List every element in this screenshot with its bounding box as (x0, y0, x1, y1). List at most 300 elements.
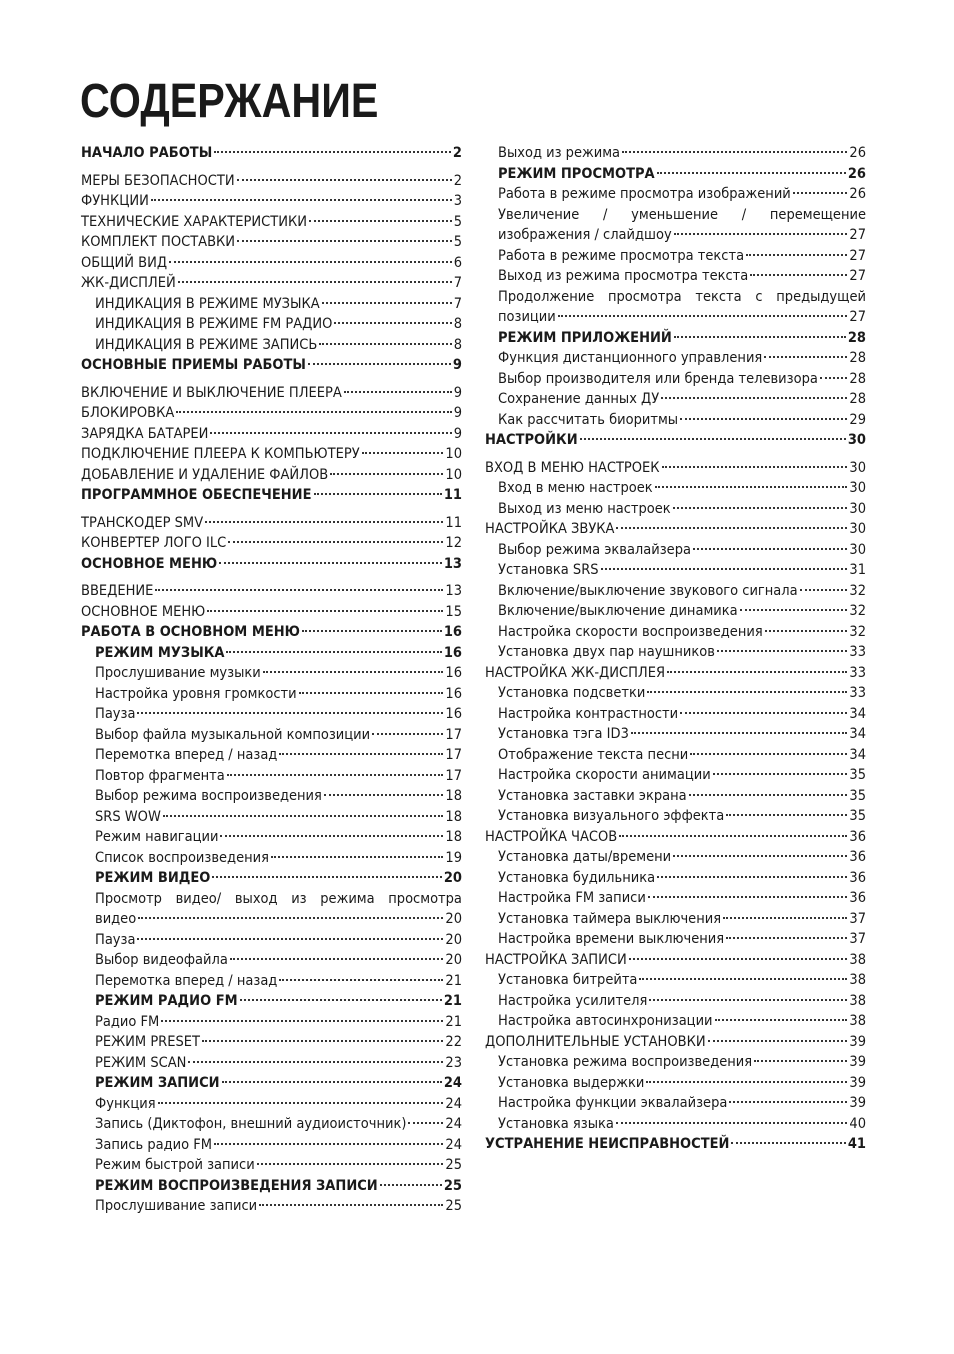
toc-entry-title: РЕЖИМ РАДИО FM (95, 993, 238, 1009)
toc-entry-title: ТЕХНИЧЕСКИЕ ХАРАКТЕРИСТИКИ (81, 213, 307, 230)
toc-dot-leader (680, 712, 847, 714)
toc-entry-title: Перемотка вперед / назад (95, 972, 278, 989)
toc-entry (485, 1011, 866, 1032)
toc-entry-title: Включение/выключение динамика (498, 603, 738, 619)
toc-entry (81, 827, 462, 848)
toc-dot-leader (648, 896, 848, 898)
toc-entry (485, 1114, 866, 1135)
toc-entry-title: Режим навигации (95, 829, 219, 845)
toc-dot-leader (226, 651, 441, 653)
toc-page-number: 36 (849, 869, 866, 886)
toc-entry (81, 663, 462, 684)
toc-entry-title: Установка тэга ID3 (498, 726, 629, 742)
toc-entry-title: РЕЖИМ МУЗЫКА (95, 644, 225, 661)
toc-page-number: 20 (445, 911, 462, 927)
toc-page-number: 3 (453, 193, 462, 209)
toc-entry (485, 410, 866, 431)
toc-entry (485, 765, 866, 786)
toc-entry (81, 191, 462, 212)
toc-page-number: 13 (443, 555, 462, 572)
toc-page-number: 9 (453, 425, 462, 442)
toc-dot-leader (740, 609, 848, 611)
toc-dot-leader (673, 855, 847, 857)
toc-page-number: 29 (849, 411, 866, 428)
toc-dot-leader (372, 733, 443, 735)
toc-entry-title: Отображение текста песни (498, 746, 689, 763)
toc-entry (81, 294, 462, 315)
toc-page-number: 7 (453, 295, 462, 312)
toc-entry-title: НАСТРОЙКА ЧАСОВ (485, 828, 618, 845)
toc-dot-leader (713, 773, 848, 775)
toc-entry (81, 232, 462, 253)
toc-dot-leader (237, 179, 452, 181)
toc-page-number: 27 (849, 247, 866, 264)
toc-entry-title: Установка подсветки (498, 685, 646, 701)
toc-entry (81, 868, 462, 889)
toc-entry-title: КОМПЛЕКТ ПОСТАВКИ (81, 234, 236, 250)
toc-page-number: 20 (445, 952, 462, 968)
toc-entry (81, 314, 462, 335)
toc-entry (81, 971, 462, 992)
toc-page-number: 38 (849, 992, 866, 1009)
toc-entry (485, 1093, 866, 1114)
toc-entry-title: ИНДИКАЦИЯ В РЕЖИМЕ МУЗЫКА (95, 295, 320, 312)
toc-page-number: 37 (849, 931, 866, 947)
toc-entry (81, 1135, 462, 1156)
toc-entry-title: Установка заставки экрана (498, 787, 687, 804)
toc-entry (485, 246, 866, 267)
toc-entry-title: Функция (95, 1095, 156, 1112)
toc-entry-title: Выход из меню настроек (498, 500, 671, 517)
toc-dot-leader (726, 937, 847, 939)
toc-entry-title: изображения / слайдшоу (498, 227, 672, 243)
toc-entry (81, 1053, 462, 1074)
toc-page-number: 30 (849, 521, 866, 537)
toc-entry-title: Выбор режима воспроизведения (95, 788, 322, 804)
toc-page-number: 35 (849, 787, 866, 804)
toc-entry-title: НАСТРОЙКА ЗВУКА (485, 521, 615, 537)
toc-dot-leader (230, 958, 444, 960)
toc-page-number: 34 (849, 726, 866, 742)
toc-entry-title: Настройка времени выключения (498, 931, 725, 947)
toc-page-number: 25 (443, 1177, 462, 1194)
toc-page-number: 33 (849, 644, 866, 660)
toc-dot-leader (205, 521, 443, 523)
toc-page-number: 18 (445, 808, 462, 825)
toc-entry-title: РЕЖИМ PRESET (95, 1034, 200, 1050)
toc-page-number: 18 (445, 788, 462, 804)
toc-dot-leader (408, 1122, 443, 1124)
toc-entry-title: Настройка автосинхронизации (498, 1013, 713, 1029)
toc-entry (485, 1052, 866, 1073)
toc-dot-leader (207, 610, 443, 612)
toc-entry-title: МЕРЫ БЕЗОПАСНОСТИ (81, 172, 235, 189)
toc-page-number: 40 (849, 1115, 866, 1132)
toc-dot-leader (314, 493, 442, 495)
toc-dot-leader (631, 732, 848, 734)
toc-entry (485, 704, 866, 725)
toc-entry-title: РЕЖИМ ПРИЛОЖЕНИЙ (498, 329, 672, 346)
toc-dot-leader (800, 589, 848, 591)
toc-entry (485, 745, 866, 766)
toc-dot-leader (649, 999, 847, 1001)
toc-entry-title: Просмотр видео/ выход из режима просмотра (95, 890, 462, 907)
toc-entry-title: ОБЩИЙ ВИД (81, 254, 168, 271)
toc-dot-leader (601, 568, 848, 570)
toc-entry (485, 683, 866, 704)
toc-dot-leader (723, 917, 847, 919)
toc-entry (485, 1073, 866, 1094)
toc-entry (485, 929, 866, 950)
toc-dot-leader (765, 630, 848, 632)
toc-entry (485, 991, 866, 1012)
toc-entry (81, 212, 462, 233)
toc-entry (485, 724, 866, 745)
toc-dot-leader (138, 917, 443, 919)
toc-page-number: 17 (445, 726, 462, 743)
toc-dot-leader (237, 240, 452, 242)
toc-page-number: 27 (849, 268, 866, 284)
toc-dot-leader (322, 302, 452, 304)
toc-dot-leader (380, 1184, 442, 1186)
toc-entry-title: Установка таймера выключения (498, 910, 722, 927)
toc-entry (485, 519, 866, 540)
toc-entry (81, 848, 462, 869)
toc-entry-title: Установка даты/времени (498, 849, 672, 865)
toc-page-number: 17 (445, 747, 462, 763)
toc-dot-leader (257, 1163, 444, 1165)
toc-entry (81, 554, 462, 575)
toc-entry (485, 786, 866, 807)
toc-entry-title: ОСНОВНОЕ МЕНЮ (81, 603, 206, 620)
toc-page-number: 16 (443, 644, 462, 661)
toc-entry (485, 164, 866, 185)
toc-dot-leader (619, 835, 847, 837)
toc-dot-leader (661, 397, 847, 399)
toc-dot-leader (163, 815, 444, 817)
toc-entry-title: ПОДКЛЮЧЕНИЕ ПЛЕЕРА К КОМПЬЮТЕРУ (81, 446, 360, 462)
toc-dot-leader (729, 1101, 847, 1103)
toc-entry (81, 991, 462, 1012)
toc-entry-title: Настройка усилителя (498, 992, 648, 1009)
toc-page-number: 41 (847, 1136, 866, 1152)
toc-dot-leader (647, 691, 847, 693)
toc-entry-title: Установка языка (498, 1115, 614, 1132)
toc-entry (485, 560, 866, 581)
toc-entry-title: ОСНОВНОЕ МЕНЮ (81, 555, 218, 572)
toc-entry (81, 602, 462, 623)
toc-entry-title: НАЧАЛО РАБОТЫ (81, 145, 213, 161)
toc-entry-title: Сохранение данных ДУ (498, 391, 660, 407)
toc-entry-title: ЗАРЯДКА БАТАРЕИ (81, 425, 209, 442)
toc-entry (81, 253, 462, 274)
toc-entry-title: Продолжение просмотра текста с предыдущей (498, 288, 866, 305)
toc-dot-leader (793, 192, 848, 194)
toc-dot-leader (302, 630, 442, 632)
toc-page-number: 9 (453, 405, 462, 421)
toc-page-number: 28 (847, 329, 866, 346)
toc-page-number: 30 (847, 432, 866, 448)
toc-page-number: 24 (445, 1116, 462, 1132)
toc-entry (485, 601, 866, 622)
toc-entry-title: ДОБАВЛЕНИЕ И УДАЛЕНИЕ ФАЙЛОВ (81, 466, 329, 483)
toc-entry (485, 950, 866, 971)
toc-entry (485, 827, 866, 848)
toc-page-number: 30 (849, 541, 866, 558)
toc-entry-title: позиции (498, 309, 556, 325)
toc-page-number: 39 (849, 1095, 866, 1111)
toc-entry (81, 1196, 462, 1217)
toc-entry (81, 403, 462, 424)
toc-dot-leader (222, 1081, 442, 1083)
toc-page-number: 24 (445, 1095, 462, 1112)
toc-entry-title: Как рассчитать биоритмы (498, 411, 679, 428)
toc-dot-leader (220, 835, 443, 837)
toc-dot-leader (324, 794, 444, 796)
toc-entry (81, 485, 462, 506)
toc-page-number: 28 (849, 391, 866, 407)
toc-entry-title: SRS WOW (95, 808, 161, 825)
toc-dot-leader (259, 1204, 443, 1206)
toc-entry-title: ОСНОВНЫЕ ПРИЕМЫ РАБОТЫ (81, 357, 306, 373)
toc-dot-leader (616, 1122, 848, 1124)
toc-dot-leader (764, 356, 847, 358)
toc-entry-title: Настройка уровня громкости (95, 685, 297, 702)
toc-entry-title: Установка выдержки (498, 1074, 645, 1091)
toc-entry (81, 786, 462, 807)
toc-page-number: 36 (849, 890, 866, 906)
toc-entry (485, 389, 866, 410)
toc-dot-leader (689, 794, 848, 796)
toc-entry-title: РЕЖИМ SCAN (95, 1054, 187, 1071)
toc-entry (81, 1114, 462, 1135)
toc-entry-title: Выбор режима эквалайзера (498, 541, 691, 558)
toc-entry-title: НАСТРОЙКА ЖК-ДИСПЛЕЯ (485, 664, 666, 681)
toc-entry-title: Установка SRS (498, 562, 599, 578)
toc-entry (81, 444, 462, 465)
toc-dot-leader (655, 486, 848, 488)
toc-dot-leader (210, 432, 451, 434)
toc-page-number: 9 (452, 357, 462, 373)
toc-dot-leader (820, 377, 848, 379)
toc-entry (81, 465, 462, 486)
toc-entry-title: РАБОТА В ОСНОВНОМ МЕНЮ (81, 624, 300, 640)
toc-entry-title: ДОПОЛНИТЕЛЬНЫЕ УСТАНОВКИ (485, 1033, 706, 1050)
toc-entry-title: РЕЖИМ ВОСПРОИЗВЕДЕНИЯ ЗАПИСИ (95, 1177, 378, 1194)
toc-entry (485, 287, 866, 308)
toc-page-number: 9 (453, 384, 462, 401)
toc-entry-title: НАСТРОЙКИ (485, 432, 578, 448)
toc-entry (485, 205, 866, 226)
toc-page-number: 17 (445, 767, 462, 784)
toc-entry-title: Выбор видеофайла (95, 952, 228, 968)
toc-page-number: 28 (849, 350, 866, 366)
toc-entry (485, 328, 866, 349)
toc-page-number: 2 (452, 145, 462, 161)
toc-page-number: 23 (445, 1054, 462, 1071)
toc-dot-leader (137, 938, 443, 940)
toc-entry-title: ПРОГРАММНОЕ ОБЕСПЕЧЕНИЕ (81, 487, 312, 503)
toc-page-number: 30 (849, 500, 866, 517)
toc-page-number: 26 (847, 165, 866, 182)
toc-entry (485, 581, 866, 602)
toc-dot-leader (715, 1019, 848, 1021)
toc-page-number: 34 (849, 705, 866, 722)
toc-entry (485, 499, 866, 520)
toc-page-number: 18 (445, 829, 462, 845)
toc-dot-leader (616, 527, 847, 529)
toc-dot-leader (178, 281, 452, 283)
toc-entry-title: Выход из режима (498, 145, 621, 161)
toc-entry-title: Настройка контрастности (498, 705, 679, 722)
toc-entry (81, 643, 462, 664)
toc-page-number: 25 (445, 1198, 462, 1214)
toc-entry-title: Работа в режиме просмотра изображений (498, 186, 791, 202)
toc-page-number: 38 (849, 1013, 866, 1029)
toc-page-number: 11 (445, 514, 462, 531)
toc-page-number: 27 (849, 227, 866, 243)
toc-page-number: 21 (443, 993, 462, 1009)
toc-page-number: 21 (445, 1013, 462, 1030)
toc-page-number: 39 (849, 1033, 866, 1050)
toc-dot-leader (629, 958, 848, 960)
toc-page-number: 5 (453, 234, 462, 250)
toc-page-number: 6 (453, 254, 462, 271)
toc-entry (81, 383, 462, 404)
toc-entry (81, 1073, 462, 1094)
toc-entry (485, 1032, 866, 1053)
toc-dot-leader (558, 315, 848, 317)
toc-dot-leader (690, 753, 847, 755)
toc-entry-title: Запись (Диктофон, внешний аудиоисточник) (95, 1116, 407, 1132)
toc-dot-leader (746, 254, 847, 256)
toc-entry (81, 909, 462, 930)
toc-entry (485, 847, 866, 868)
toc-entry-title: КОНВЕРТЕР ЛОГО ILC (81, 535, 227, 551)
toc-page-number: 31 (849, 562, 866, 578)
toc-entry-title: Установка режима воспроизведения (498, 1054, 753, 1070)
toc-entry (485, 458, 866, 479)
toc-page-number: 20 (443, 870, 462, 886)
toc-entry-title: Установка битрейта (498, 972, 638, 988)
toc-dot-leader (674, 336, 846, 338)
toc-page-number: 8 (453, 336, 462, 353)
toc-entry (81, 1032, 462, 1053)
toc-page-number: 10 (445, 446, 462, 462)
toc-entry-title: ЖК-ДИСПЛЕЙ (81, 275, 176, 291)
toc-page-number: 16 (445, 665, 462, 681)
toc-dot-leader (309, 220, 452, 222)
toc-entry (81, 745, 462, 766)
toc-entry-title: Выбор файла музыкальной композиции (95, 726, 371, 743)
toc-entry-title: Список воспроизведения (95, 849, 269, 866)
toc-page-number: 38 (849, 951, 866, 968)
toc-entry-title: Настройка функции эквалайзера (498, 1095, 728, 1111)
toc-entry-title: Выход из режима просмотра текста (498, 268, 749, 284)
toc-page-number: 28 (849, 370, 866, 387)
toc-dot-leader (639, 978, 847, 980)
toc-entry-title: Выбор производителя или бренда телевизора (498, 370, 818, 387)
toc-page-number: 39 (849, 1054, 866, 1070)
toc-entry-title: Режим быстрой записи (95, 1157, 255, 1173)
toc-entry (485, 622, 866, 643)
toc-dot-leader (308, 363, 451, 365)
toc-entry (485, 266, 866, 287)
toc-entry (81, 533, 462, 554)
toc-entry (81, 704, 462, 725)
toc-entry-title: Работа в режиме просмотра текста (498, 247, 745, 264)
toc-page-number: 24 (445, 1136, 462, 1153)
toc-dot-leader (580, 438, 846, 440)
toc-entry-title: Радио FM (95, 1013, 160, 1030)
toc-entry (81, 725, 462, 746)
toc-entry-title: ВВЕДЕНИЕ (81, 583, 154, 599)
toc-page-number: 36 (849, 828, 866, 845)
toc-page-number: 16 (445, 706, 462, 722)
page-title: СОДЕРЖАНИЕ (80, 75, 379, 128)
toc-page-number: 11 (443, 487, 462, 503)
toc-entry (81, 424, 462, 445)
toc-page-number: 36 (849, 849, 866, 865)
toc-entry-title: РЕЖИМ ПРОСМОТРА (498, 165, 655, 182)
toc-entry (81, 143, 462, 164)
toc-page-number: 35 (849, 808, 866, 824)
toc-page-number: 32 (849, 603, 866, 619)
toc-page-number: 26 (849, 186, 866, 202)
toc-dot-leader (279, 979, 443, 981)
toc-entry (81, 622, 462, 643)
toc-page-number: 26 (849, 145, 866, 161)
toc-dot-leader (330, 473, 443, 475)
toc-page-number: 34 (849, 746, 866, 763)
toc-dot-leader (188, 1061, 443, 1063)
toc-dot-leader (214, 1143, 443, 1145)
toc-entry-title: Запись радио FM (95, 1136, 213, 1153)
toc-entry (81, 807, 462, 828)
toc-entry-title: НАСТРОЙКА ЗАПИСИ (485, 951, 627, 968)
toc-dot-leader (219, 562, 442, 564)
toc-page-number: 24 (443, 1075, 462, 1091)
toc-dot-leader (271, 856, 443, 858)
toc-entry-title: ИНДИКАЦИЯ В РЕЖИМЕ FM РАДИО (95, 316, 333, 332)
toc-entry-title: Повтор фрагмента (95, 767, 225, 784)
toc-page-number: 39 (849, 1074, 866, 1091)
toc-entry-title: Включение/выключение звукового сигнала (498, 582, 798, 599)
toc-dot-leader (137, 712, 443, 714)
toc-entry (81, 684, 462, 705)
toc-entry-title: Прослушивание музыки (95, 665, 261, 681)
toc-page-number: 32 (849, 582, 866, 599)
toc-dot-leader (240, 999, 442, 1001)
toc-dot-leader (726, 814, 847, 816)
toc-left-column (81, 143, 462, 1217)
toc-entry (81, 930, 462, 951)
toc-entry-title: Пауза (95, 706, 136, 722)
toc-page-number: 2 (453, 172, 462, 189)
toc-dot-leader (708, 1040, 848, 1042)
toc-dot-leader (228, 541, 443, 543)
toc-page-number: 20 (445, 931, 462, 948)
toc-dot-leader (750, 274, 847, 276)
toc-dot-leader (202, 1040, 443, 1042)
toc-entry-title: Вход в меню настроек (498, 480, 653, 496)
toc-entry-title: Настройка FM записи (498, 890, 646, 906)
toc-entry (485, 888, 866, 909)
toc-entry-title: Увеличение / уменьшение / перемещение (498, 206, 866, 223)
toc-dot-leader (334, 322, 451, 324)
toc-dot-leader (657, 876, 847, 878)
toc-page-number: 27 (849, 309, 866, 325)
